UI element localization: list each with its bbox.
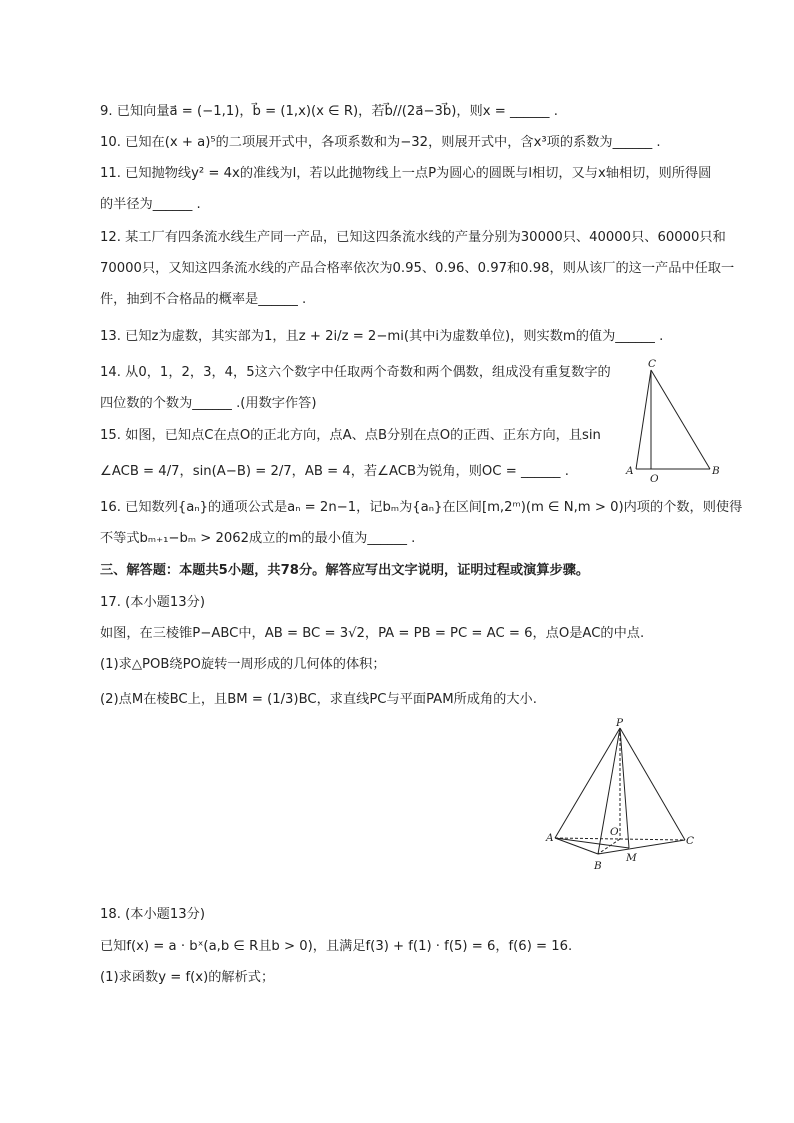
section-3-heading: 三、解答题：本题共5小题，共78分。解答应写出文字说明，证明过程或演算步骤。 <box>100 563 590 578</box>
question-16-line-1: 16. 已知数列{aₙ}的通项公式是aₙ = 2n−1，记bₘ为{aₙ}在区间[m,2ᵐ)(m ∈ N,m > 0)内项的个数，则使得 <box>100 500 743 515</box>
question-18-heading: 18. (本小题13分) <box>100 907 205 922</box>
question-17-part-1: (1)求△POB绕PO旋转一周形成的几何体的体积； <box>100 657 386 672</box>
label-o: O <box>610 826 619 838</box>
question-14-line-1: 14. 从0，1，2，3，4，5这六个数字中任取两个奇数和两个偶数，组成没有重复数字的 <box>100 365 611 380</box>
question-15-line-2: ∠ACB = 4/7，sin(A−B) = 2/7，AB = 4，若∠ACB为锐角，则OC = ______ . <box>100 464 569 479</box>
question-12-line-2: 70000只，又知这四条流水线的产品合格率依次为0.95、0.96、0.97和0.98，则从该厂的这一产品中任取一 <box>100 261 735 276</box>
question-13: 13. 已知z为虚数，其实部为1，且z + 2i/z = 2−mi(其中i为虚数单位)，则实数m的值为______ . <box>100 329 664 344</box>
label-p: P <box>616 717 624 729</box>
question-10: 10. 已知在(x + a)⁵的二项展开式中，各项系数和为−32，则展开式中，含x³项的系数为______ . <box>100 135 661 150</box>
label-c: C <box>648 358 657 370</box>
question-12-line-3: 件，抽到不合格品的概率是______ . <box>100 292 307 307</box>
segment-am <box>555 838 629 848</box>
question-16-line-2: 不等式bₘ₊₁−bₘ > 2062成立的m的最小值为______ . <box>100 531 416 546</box>
label-o: O <box>650 473 659 485</box>
label-a: A <box>546 832 554 844</box>
edge-cb <box>651 370 710 469</box>
pyramid-figure-q17 <box>540 716 705 876</box>
label-b: B <box>712 465 720 477</box>
edge-pc <box>620 728 685 840</box>
edge-ab <box>555 838 598 854</box>
question-15-line-1: 15. 如图，已知点C在点O的正北方向，点A、点B分别在点O的正西、正东方向，且sin <box>100 428 601 443</box>
question-17-stem: 如图，在三棱锥P−ABC中，AB = BC = 3√2，PA = PB = PC = AC = 6，点O是AC的中点. <box>100 626 645 641</box>
label-b: B <box>594 860 602 872</box>
question-14-line-2: 四位数的个数为______ .(用数字作答) <box>100 396 317 411</box>
question-17-part-2: (2)点M在棱BC上，且BM = (1/3)BC，求直线PC与平面PAM所成角的大小. <box>100 692 537 707</box>
label-c: C <box>686 835 695 847</box>
label-a: A <box>626 465 634 477</box>
question-9: 9. 已知向量a⃗ = (−1,1)，b⃗ = (1,x)(x ∈ R)，若b⃗//(2a⃗−3b⃗)，则x = ______ . <box>100 104 558 119</box>
question-11-line-1: 11. 已知抛物线y² = 4x的准线为l，若以此抛物线上一点P为圆心的圆既与l相切，又与x轴相切，则所得圆 <box>100 166 712 181</box>
segment-pm <box>620 728 629 848</box>
edge-ca <box>636 370 651 469</box>
edge-bc <box>598 840 685 854</box>
triangle-figure-q15 <box>620 356 730 486</box>
question-12-line-1: 12. 某工厂有四条流水线生产同一产品，已知这四条流水线的产量分别为30000只、40000只、60000只和 <box>100 230 726 245</box>
label-m: M <box>626 852 637 864</box>
question-18-stem: 已知f(x) = a · bˣ(a,b ∈ R且b > 0)，且满足f(3) + f(1) · f(5) = 6，f(6) = 16. <box>100 939 573 954</box>
question-18-part-1: (1)求函数y = f(x)的解析式； <box>100 970 275 985</box>
question-17-heading: 17. (本小题13分) <box>100 595 205 610</box>
question-11-line-2: 的半径为______ . <box>100 197 201 212</box>
